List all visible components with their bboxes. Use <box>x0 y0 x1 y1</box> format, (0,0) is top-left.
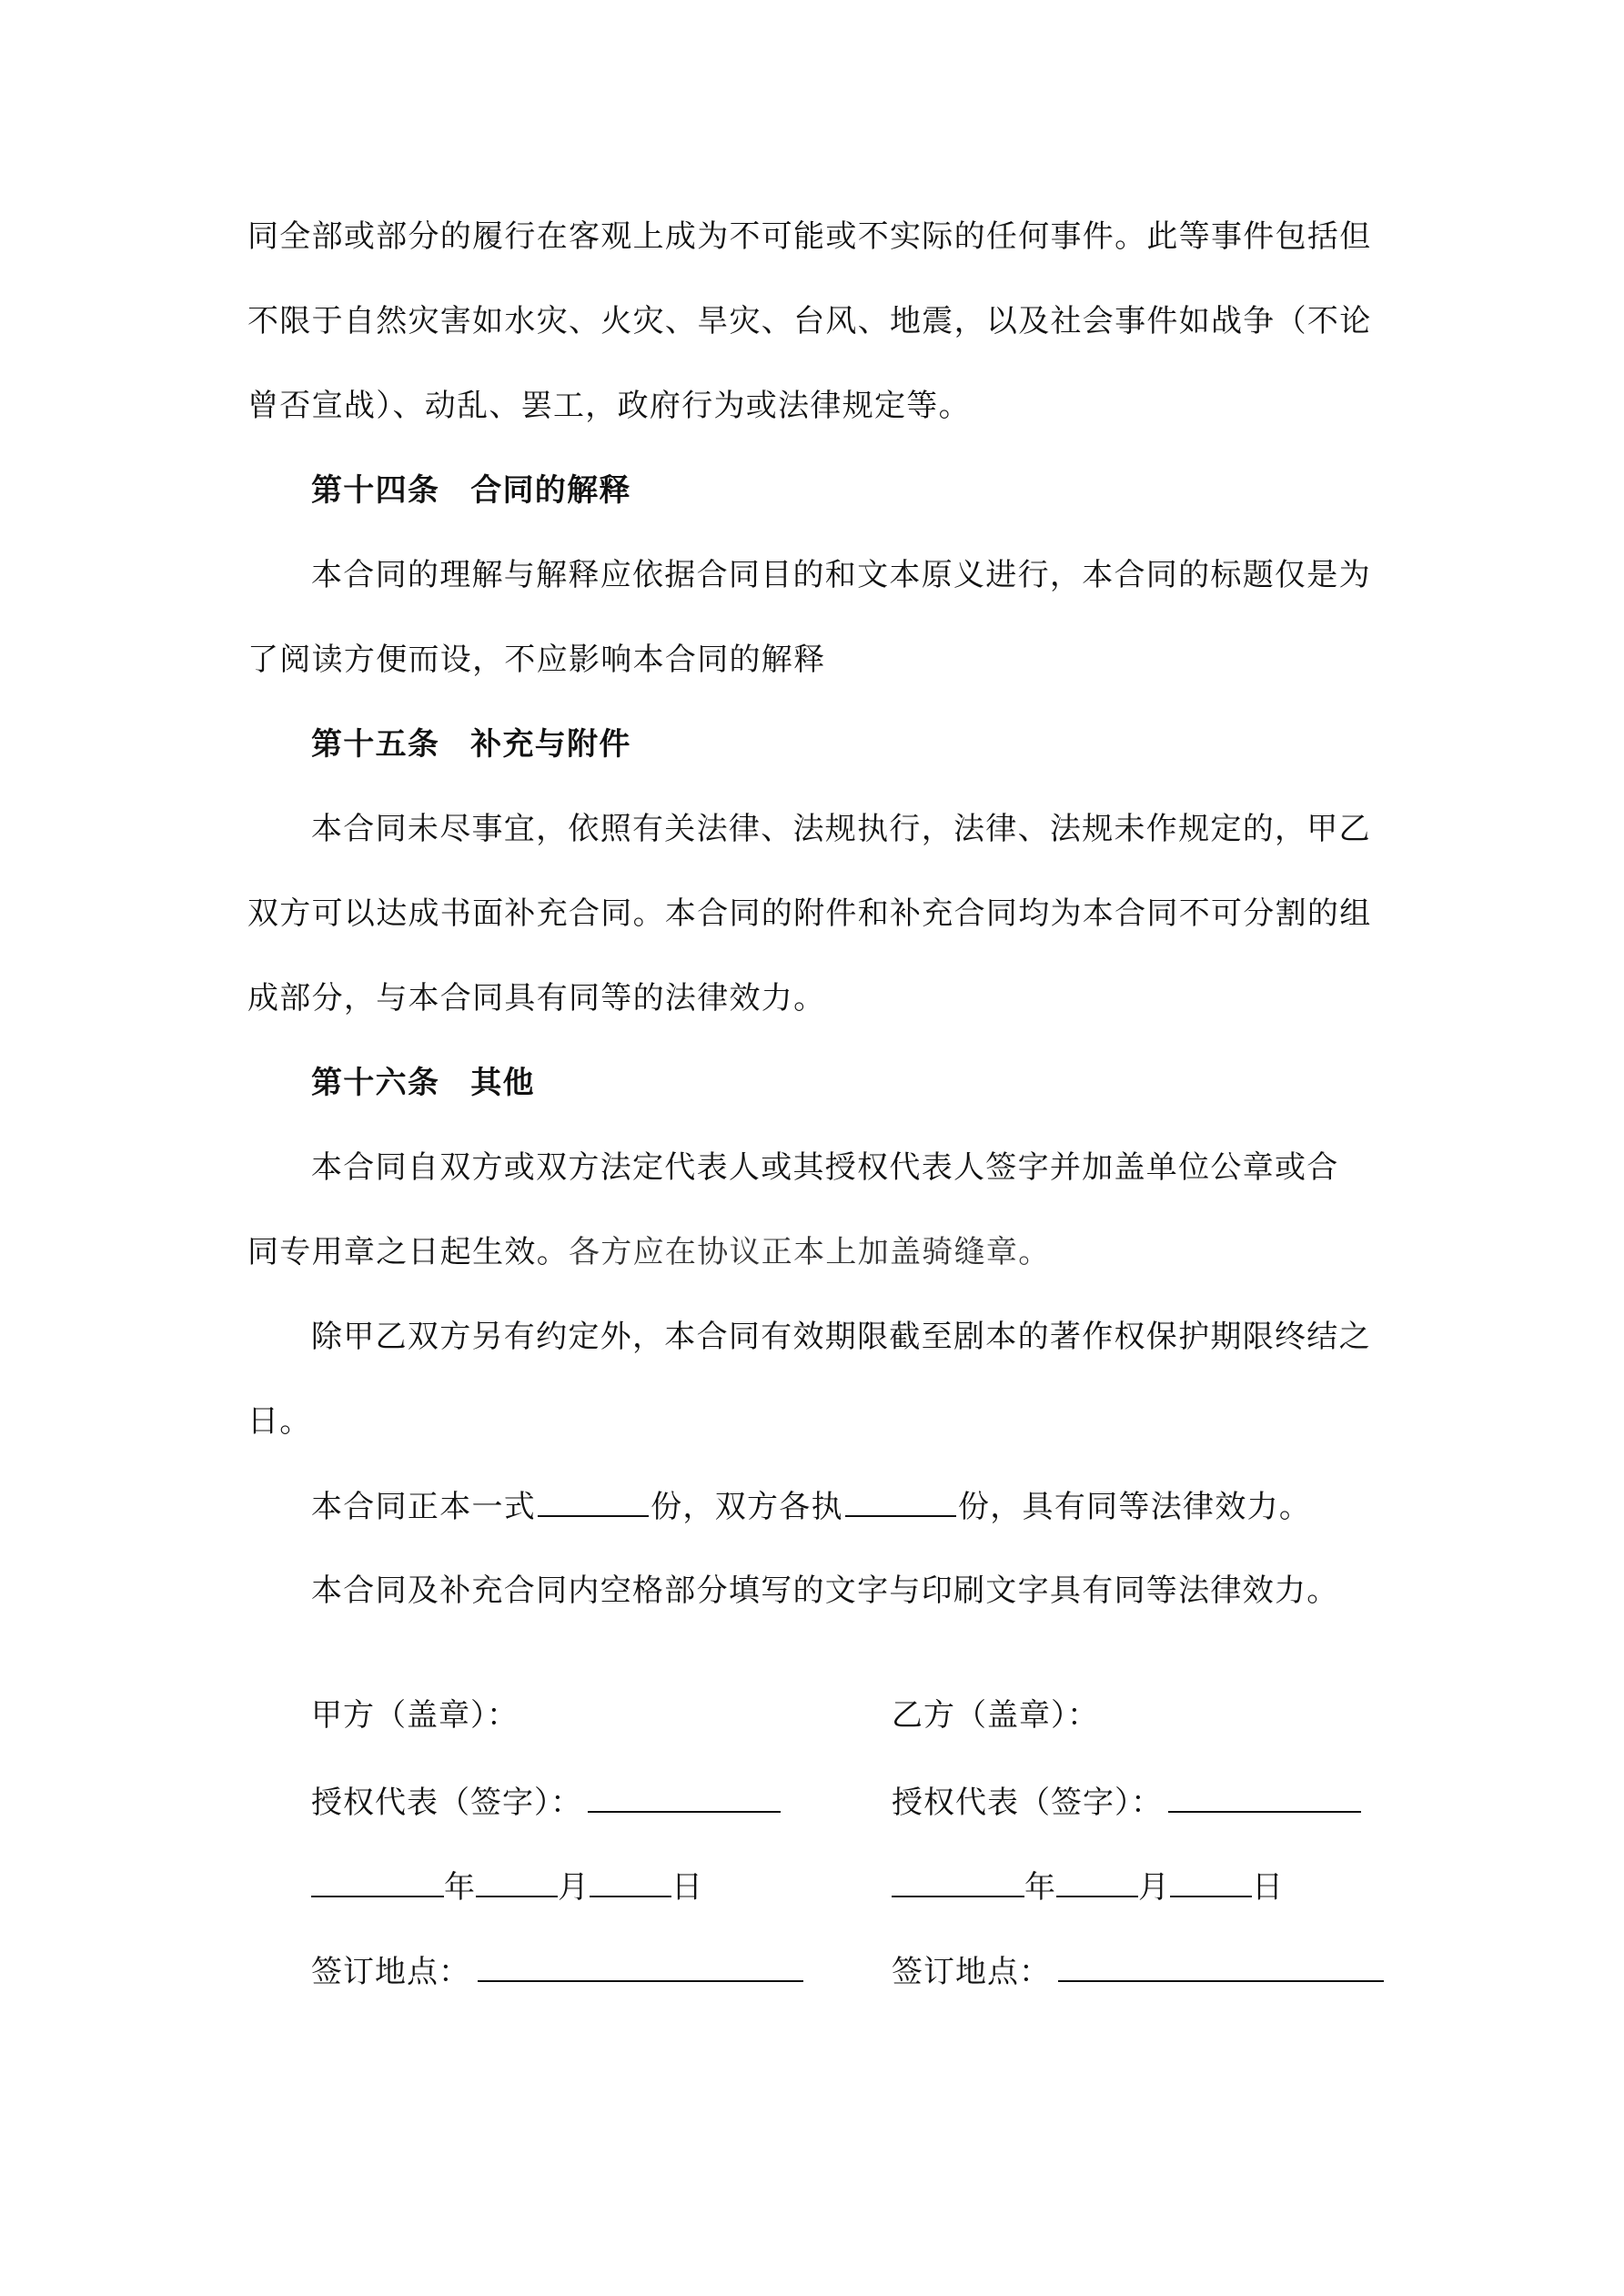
body-text-line: 同全部或部分的履行在客观上成为不可能或不实际的任何事件。此等事件包括但 <box>247 218 1372 255</box>
year-label: 年 <box>444 1869 476 1906</box>
copies-total-blank[interactable] <box>538 1488 649 1517</box>
month-label: 月 <box>558 1869 590 1906</box>
party-b-rep-signature-line[interactable] <box>1168 1782 1361 1813</box>
party-a-day-blank[interactable] <box>590 1866 671 1897</box>
party-b-place-line[interactable] <box>1058 1951 1384 1982</box>
year-label: 年 <box>1024 1869 1056 1906</box>
copies-clause <box>311 1488 1448 1525</box>
article-15-heading <box>311 726 1448 763</box>
body-text-line: 本合同自双方或双方法定代表人或其授权代表人签字并加盖单位公章或合 <box>311 1149 1339 1186</box>
article-14-heading <box>311 472 1448 509</box>
party-b-seal-label: 乙方（盖章）： <box>892 1697 1099 1734</box>
party-b-rep-row <box>892 1782 1361 1821</box>
article-number: 第十五条 <box>311 726 440 763</box>
body-text-line: 本合同未尽事宜，依照有关法律、法规执行，法律、法规未作规定的，甲乙 <box>311 811 1371 847</box>
body-text-line: 曾否宣战）、动乱、罢工，政府行为或法律规定等。 <box>247 388 971 424</box>
body-text-line: 日。 <box>247 1403 312 1440</box>
body-text-line: 除甲乙双方另有约定外，本合同有效期限截至剧本的著作权保护期限终结之 <box>311 1319 1371 1355</box>
article-title: 合同的解释 <box>470 472 631 509</box>
party-b-rep-label: 授权代表（签字）： <box>892 1785 1163 1821</box>
party-b-day-blank[interactable] <box>1170 1866 1252 1897</box>
month-label: 月 <box>1138 1869 1170 1906</box>
party-a-year-blank[interactable] <box>311 1866 444 1897</box>
article-16-heading <box>311 1065 1448 1101</box>
party-a-date-row <box>311 1866 703 1906</box>
copies-each-blank[interactable] <box>845 1488 956 1517</box>
party-a-rep-label: 授权代表（签字）： <box>311 1785 582 1821</box>
copies-text: 本合同正本一式 <box>311 1489 537 1525</box>
article-number: 第十六条 <box>311 1065 440 1101</box>
party-b-month-blank[interactable] <box>1056 1866 1138 1897</box>
body-text-line: 双方可以达成书面补充合同。本合同的附件和补充合同均为本合同不可分割的组 <box>247 895 1372 932</box>
party-a-month-blank[interactable] <box>476 1866 558 1897</box>
party-b-place-row <box>892 1951 1384 1990</box>
body-text-line: 本合同的理解与解释应依据合同目的和文本原义进行，本合同的标题仅是为 <box>311 557 1371 593</box>
day-label: 日 <box>1252 1869 1284 1906</box>
copies-text: 份，具有同等法律效力。 <box>957 1489 1312 1525</box>
party-a-place-label: 签订地点： <box>311 1954 470 1990</box>
party-b-place-label: 签订地点： <box>892 1954 1051 1990</box>
seal-clause: 各方应在协议正本上加盖骑缝章。 <box>569 1234 1051 1270</box>
body-text-line: 成部分，与本合同具有同等的法律效力。 <box>247 980 826 1017</box>
effective-clause: 同专用章之日起生效。 <box>247 1234 569 1270</box>
article-title: 其他 <box>470 1065 535 1101</box>
body-text-line <box>247 1234 1385 1270</box>
copies-text: 份，双方各执 <box>651 1489 843 1525</box>
day-label: 日 <box>671 1869 703 1906</box>
article-title: 补充与附件 <box>470 726 631 763</box>
party-a-place-line[interactable] <box>478 1951 803 1982</box>
party-b-year-blank[interactable] <box>892 1866 1024 1897</box>
body-text-line: 本合同及补充合同内空格部分填写的文字与印刷文字具有同等法律效力。 <box>311 1573 1339 1609</box>
body-text-line: 了阅读方便而设，不应影响本合同的解释 <box>247 642 826 678</box>
party-a-rep-row <box>311 1782 781 1821</box>
party-a-rep-signature-line[interactable] <box>588 1782 781 1813</box>
article-number: 第十四条 <box>311 472 440 509</box>
party-a-place-row <box>311 1951 803 1990</box>
party-a-seal-label: 甲方（盖章）： <box>311 1697 519 1734</box>
party-b-date-row <box>892 1866 1284 1906</box>
body-text-line: 不限于自然灾害如水灾、火灾、旱灾、台风、地震，以及社会事件如战争（不论 <box>247 303 1372 339</box>
